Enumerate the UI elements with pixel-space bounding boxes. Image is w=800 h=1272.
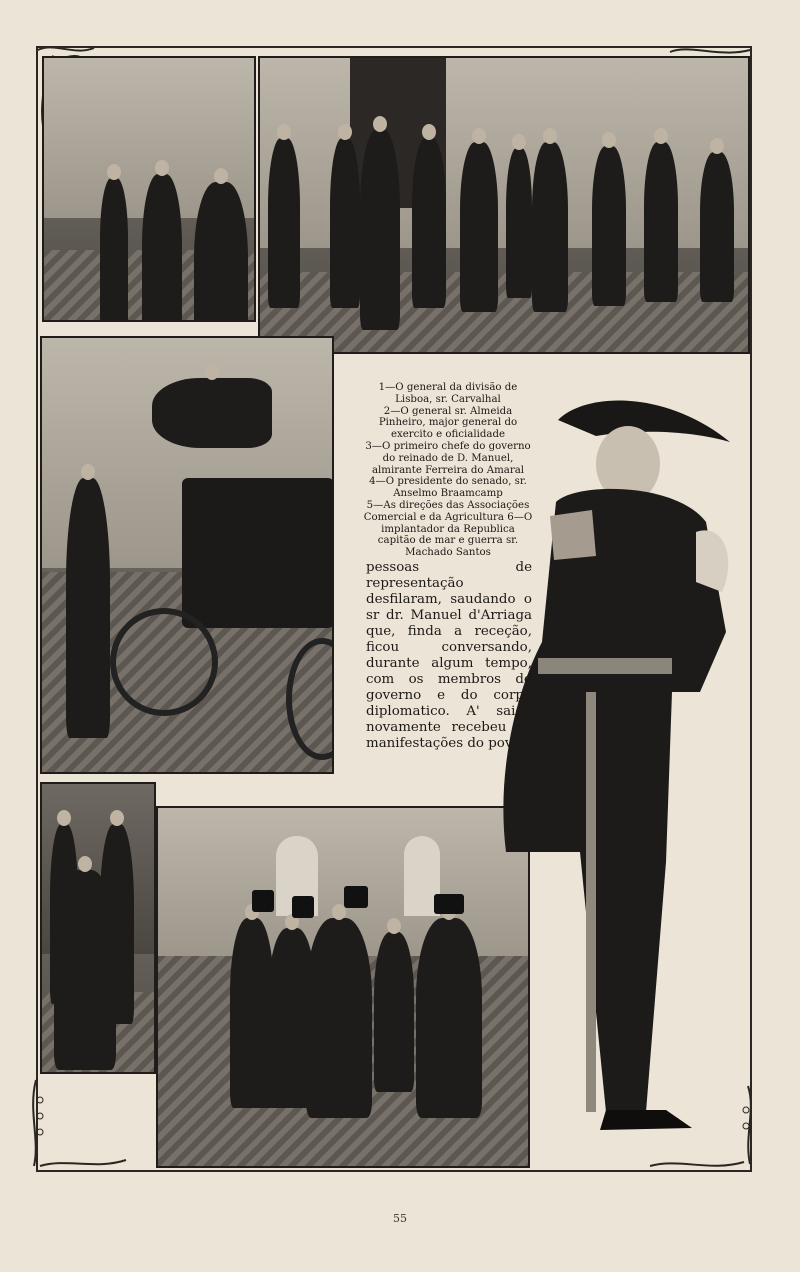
photo-officers-group bbox=[258, 56, 750, 354]
caption-4: 4—O presidente do senado, sr. Anselmo Braamcamp bbox=[369, 476, 527, 500]
photo-men-coats-narrow bbox=[40, 782, 156, 1074]
caption-3: 3—O primeiro chefe do governo do reinado de D. Manuel, almirante Ferreira do Amaral bbox=[365, 440, 531, 476]
caption-1: 1—O general da divisão de Lisboa, sr. Carvalhal bbox=[378, 382, 518, 405]
caption-5: 5—As direções das Associações Comercial e da Agricultura 6—O implantador da Republica capitão de mar e guerra sr. Machado Santos bbox=[363, 499, 533, 559]
ornament-bottom-left bbox=[26, 1070, 116, 1110]
photo-captions bbox=[362, 382, 534, 559]
photo-carriage bbox=[40, 336, 334, 774]
photo-officers-left bbox=[42, 56, 256, 322]
page-number: 55 bbox=[393, 1212, 407, 1225]
photo-top-hats-group bbox=[156, 806, 530, 1168]
article-body-text: pessoas de representação desfilaram, saudando o sr dr. Manuel d'Arriaga que, finda a receção, ficou conversando, durante algum tempo, com os membros do governo e do corpo diplomatico. A' saida novamente recebeu as manifestações do povo. bbox=[366, 560, 532, 751]
caption-2: 2—O general sr. Almeida Pinheiro, major general do exercito e oficialidade bbox=[378, 405, 518, 441]
